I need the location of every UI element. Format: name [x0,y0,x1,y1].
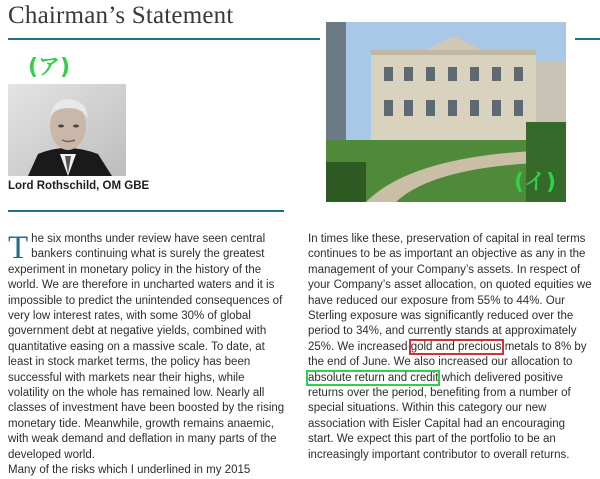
section-divider [8,210,284,212]
chairman-portrait [8,84,126,176]
allocation-text-1: In times like these, preservation of capital in real terms continues to be as important an objective as any in the management of your Company’s assets. In respect of your Company’s asset allocation, on quoted equities we have reduced our exposure from 55% to 44%. Our Sterling exposure was significantly reduced over the period to 34%, and currently stands at approximately 25%. We increased [308,233,592,353]
paragraph-continued: Many of the risks which I underlined in my 2015 [8,464,251,477]
title-divider [8,38,320,40]
left-text-column [8,232,288,479]
allocation-text-2: metals to 8% by the end of June. We also increased our allocation to [308,340,587,369]
annotation-marker-b: (イ) [514,170,557,195]
paragraph-intro-text: he six months under review have seen central bankers continuing what is surely the greatest experiment in monetary policy in the history of the world. We are therefore in uncharted waters and it is impossible to predict the unintended consequences of very low interest rates, with some 30% of global government debt at negative yields, combined with quantitative easing on a massive scale. To date, at least in stock market terms, the policy has been successful with markets near their highs, while volatility on the whole has remained low. Nearly all classes of investment have been boosted by the rising monetary tide. Meanwhile, growth remains anaemic, with weak demand and deflation in many parts of the developed world. [8,233,285,461]
paragraph-allocation [308,232,592,463]
paragraph-intro [8,232,288,463]
highlight-gold-precious: gold and precious [410,340,502,353]
highlight-absolute-return: absolute return and credit [308,371,439,384]
right-text-column [308,232,592,463]
annotation-marker-a: (ア) [28,55,71,80]
allocation-text-3: which delivered positive returns over the period, benefiting from a number of special situations. Within this category our new association with Eisler Capital had an encouraging start. We expect this part of the portfolio to be an increasingly important contributor to overall returns. [308,371,571,461]
drop-cap: T [8,230,29,266]
portrait-caption: Lord Rothschild, OM GBE [8,180,150,192]
title-divider-right [575,38,600,40]
page-title: Chairman’s Statement [8,2,234,29]
